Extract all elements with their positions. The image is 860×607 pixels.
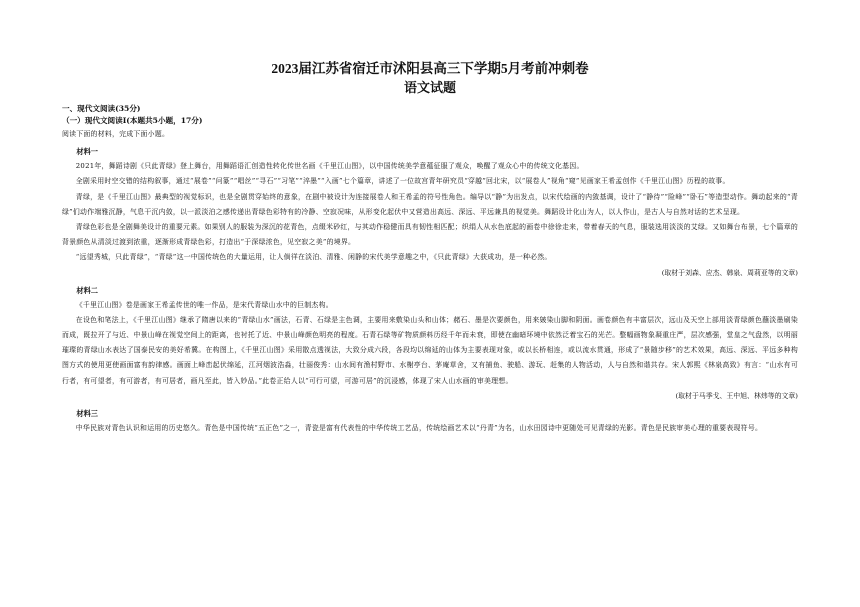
exam-subtitle: 语文试题	[403, 80, 456, 95]
instruction-text: 阅读下面的材料，完成下面小题。	[62, 130, 170, 138]
section-heading: 一、现代文阅读(35分)	[62, 104, 141, 113]
material1-paragraph-2: 全剧采用时空交错的结构叙事，通过“展卷”“问篆”“唱丝”“寻石”“习笔”“淬墨”“入画”七个篇章，讲述了一位故宫青年研究员“穿越”回北宋，以“展卷人”视角“窥”见画家王希孟创作《千里江山图》历程的故事。	[75, 177, 730, 186]
material-label-2: 材料二	[76, 285, 98, 295]
material1-source: (取材于刘森、应杰、韩泉、周莉亚等的文章)	[661, 268, 798, 277]
material2-paragraph-1: 《千里江山图》卷是画家王希孟传世的唯一作品，是宋代青绿山水中的巨制杰构。	[75, 300, 333, 309]
material2-paragraph-2: 在设色和笔法上，《千里江山图》继承了隋唐以来的“青绿山水”画法，石青、石绿是主色调，主要用来敷染山头和山体；赭石、墨是次要颜色，用来皴染山脚和阴面。画卷颜色有丰富层次，远山及天空上部用淡青绿颜色蘸淡墨刷染而成，既拉开了与近、中景山峰在视觉空间上的距离，也衬托了近、中景山峰颜色明亮的程度。石青石绿等矿物质颜料历经千年而未衰，即使在幽暗环境中依然泛着宝石的光芒。整幅画物象凝重庄严，层次感强，堂皇之气盘然，以明丽璀璨的青绿山水表达了国泰民安的美好希冀。在构图上，《千里江山图》采用散点透视法，大致分成六段，各段均以绵延的山体为主要表现对象，或以长桥相连，或以流水贯通，形成了“景随步移”的艺术效果，高远、深远、平远多种构图方式的使用更使画面富有韵律感。画面上峰峦起伏绵延，江河烟波浩淼，壮丽俊秀：山水间有渔村野市、水榭亭台、茅庵草舍，又有捕鱼、驶船、游玩、赶集的人物活动，人与自然和谐共存。宋人郭熙《林泉高致》有言：“山水有可行者，有可望者，有可游者，有可居者，画凡至此，皆入妙品。”此卷正给人以“可行可望，可游可居”的沉浸感，体现了宋人山水画的审美理想。	[62, 315, 798, 385]
subsection-heading: （一）现代文阅读I(本题共5小题，17分)	[62, 116, 203, 125]
material1-paragraph-5: “远望秀城，只此青绿”，“青绿”这一中国传统色的大量运用，让人倘徉在淡泊、清雅、闲静的宋代美学意趣之中，《只此青绿》大获成功，是一种必然。	[75, 253, 552, 262]
material1-paragraph-4: 青绿色彩也是全剧舞美设计的重要元素。如果别人的服装为深沉的花青色，点缀米砂红，与其动作稳健而具有韧性相匹配；织绢人从水色底起的画卷中徐徐走来，带着春天的气息，服装选用淡淡的艾绿。又如舞台布景，七个篇章的背景颜色从清淡过渡到浓重，逐渐形成青绿色彩，打造出“于深绿浓色，见空寂之美”的境界。	[62, 223, 798, 247]
material3-paragraph-1: 中华民族对青色认识和运用的历史悠久。青色是中国传统“五正色”之一，青瓷是富有代表性的中华传统工艺品，传统绘画艺术以“丹青”为名，山水田园诗中更随处可见青绿的光影。青色是民族审美心理的重要表现符号。	[75, 423, 763, 432]
material1-paragraph-3: 青绿，是《千里江山图》最典型的视觉标识，也是全剧贯穿始终的意象，在剧中被设计为连接展卷人和王希孟的符号性角色。编导以“静”为出发点，以宋代绘画的内敛基调，设计了“静待”“险峰”“卧石”等造型动作。舞动起来的“青绿”们动作端雅沉静，气息干沉内敛，以一派淡泊之感传递出青绿色彩特有的冷静、空寂况味，从形变化起伏中又营造出高远、深远、平远兼具的视觉美。舞蹈设计化山为人，以人作山，是古人与自然对话的艺术呈现。	[62, 192, 798, 216]
exam-title: 2023届江苏省宿迁市沭阳县高三下学期5月考前冲刺卷	[271, 61, 589, 76]
material1-paragraph-1: 2021年，舞蹈诗剧《只此青绿》登上舞台，用舞蹈语汇创造性转化传世名画《千里江山图》，以中国传统美学意蕴征服了观众，唤醒了观众心中的传统文化基因。	[75, 162, 584, 171]
material-label-1: 材料一	[76, 147, 98, 157]
material2-source: (取材于马季戈、王中旭、林炜等的文章)	[675, 391, 798, 400]
material-label-3: 材料三	[76, 408, 98, 418]
